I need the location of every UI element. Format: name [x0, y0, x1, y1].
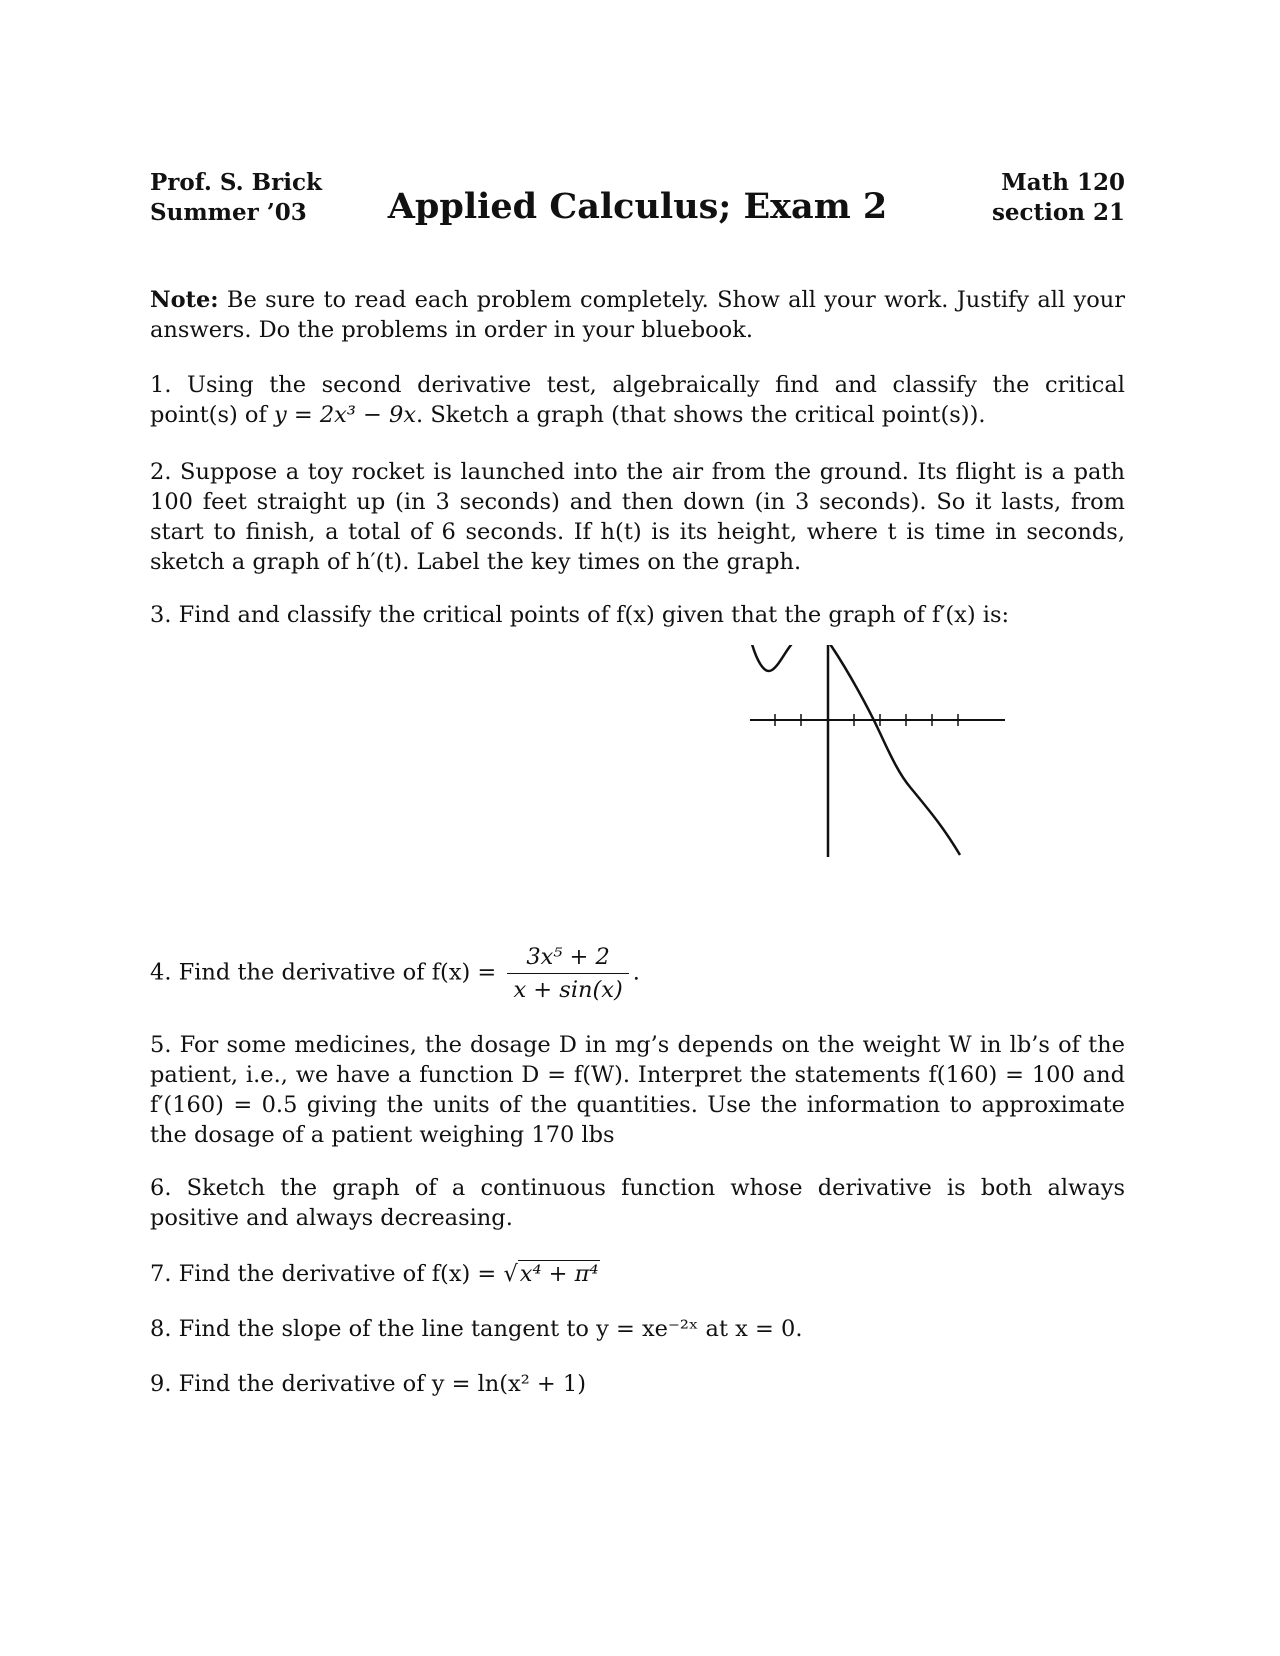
problem-4-text: 4. Find the derivative of f(x) = [150, 959, 497, 986]
problem-8: 8. Find the slope of the line tangent to y = xe⁻²ˣ at x = 0. [150, 1316, 803, 1342]
problem-4-end: . [632, 959, 640, 986]
section-number: section 21 [991, 199, 1125, 226]
problem-2: 2. Suppose a toy rocket is launched into the air from the ground. Its flight is a path 100 feet straight up (in 3 seconds) and then down (in 3 seconds). So it lasts, from start to finish, a total of 6 seconds. If h(t) is its height, where t is time in seconds, sketch a graph of h′(t). Label the key times on the graph. [150, 459, 1125, 575]
problem-4 [150, 943, 1125, 1004]
note-paragraph [150, 285, 1125, 345]
radicand: x⁴ + π⁴ [519, 1261, 599, 1287]
problem-5: 5. For some medicines, the dosage D in mg’s depends on the weight W in lb’s of the patient, i.e., we have a function D = f(W). Interpret the statements f(160) = 100 and f′(160) = 0.5 giving the units of the quantities. Use the information to approximate the dosage of a patient weighing 170 lbs [150, 1032, 1125, 1148]
professor-name: Prof. S. Brick [150, 169, 322, 196]
problem-1-text-b: . Sketch a graph (that shows the critical point(s)). [416, 402, 986, 428]
problem-1-equation: y = 2x³ − 9x [273, 402, 417, 428]
term: Summer ’03 [150, 199, 307, 226]
problem-7 [150, 1259, 1125, 1289]
derivative-curve [750, 645, 960, 855]
header-right [992, 168, 1125, 228]
radical-sign: √ [503, 1261, 518, 1287]
problem-6: 6. Sketch the graph of a continuous function whose derivative is both always positive and always decreasing. [150, 1175, 1125, 1231]
problem-3: 3. Find and classify the critical points of f(x) given that the graph of f′(x) is: [150, 602, 1010, 628]
course-number: Math 120 [1001, 169, 1125, 196]
derivative-graph [750, 645, 1020, 875]
fraction-numerator: 3x⁵ + 2 [507, 943, 628, 974]
exam-page [150, 0, 1125, 1656]
problem-1-text-a: 1. Using the second derivative test, algebraically find and classify the critical point(s) of [150, 372, 1125, 428]
problem-1 [150, 370, 1125, 430]
note-text: Be sure to read each problem completely. Show all your work. Justify all your answers. Do the problems in order in your bluebook. [150, 287, 1125, 343]
problem-9: 9. Find the derivative of y = ln(x² + 1) [150, 1371, 587, 1397]
problem-7-text: 7. Find the derivative of f(x) = [150, 1261, 497, 1287]
page-title: Applied Calculus; Exam 2 [387, 186, 888, 227]
note-label: Note: [150, 287, 219, 313]
quotient-fraction [507, 943, 628, 1004]
fraction-denominator: x + sin(x) [513, 977, 623, 1003]
